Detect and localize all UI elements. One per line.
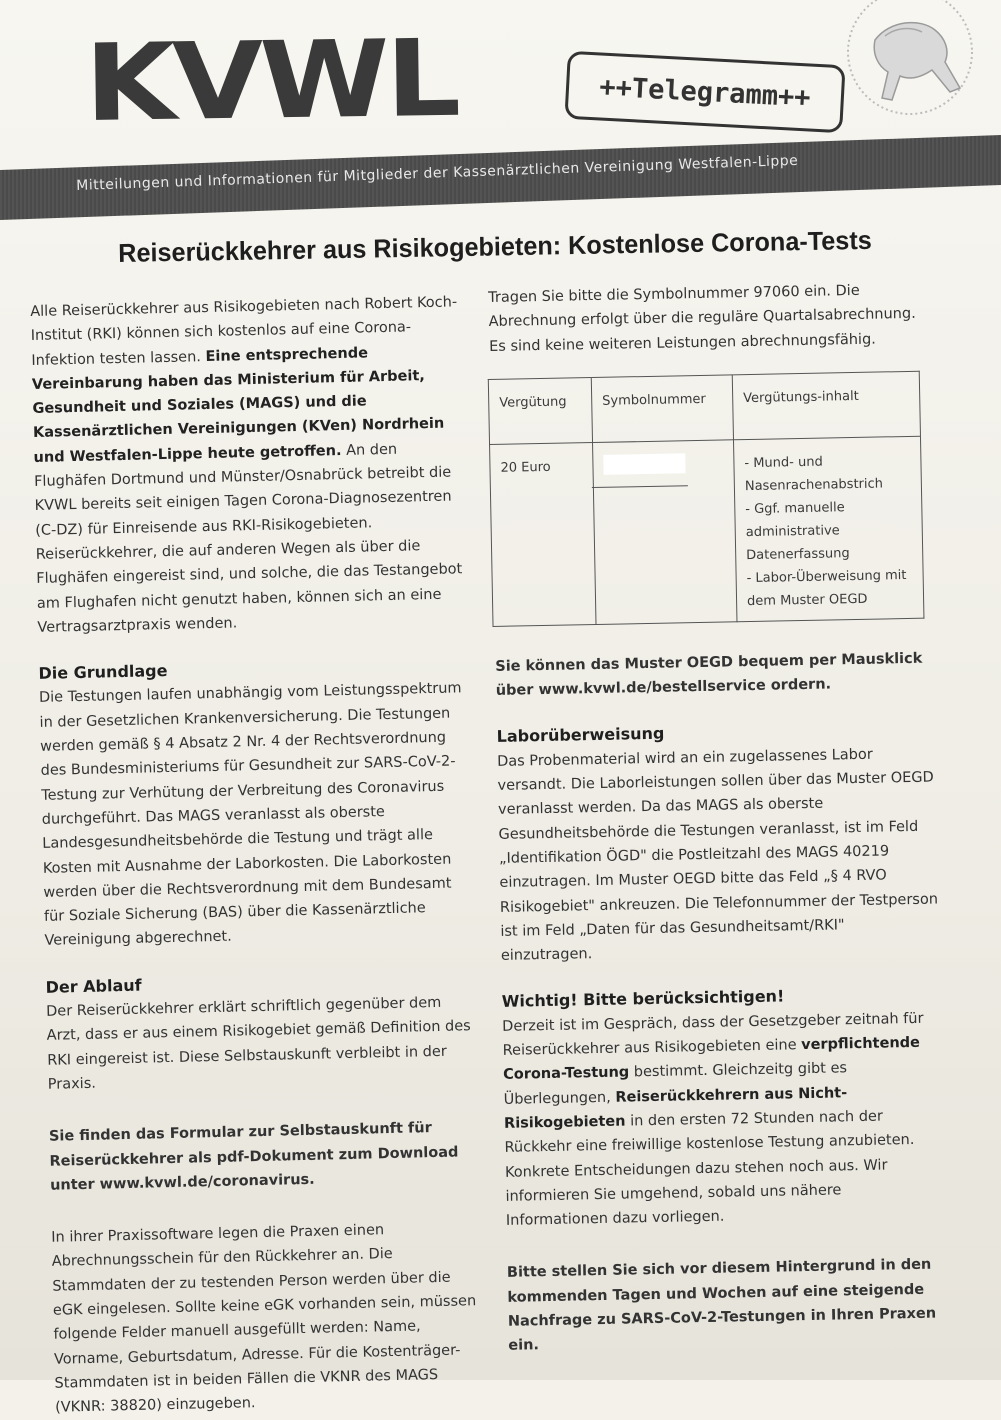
- intro-bold-text: Eine entsprechende Vereinbarung haben das Ministerium für Arbeit, Gesundheit und Soziales (MAGS) und die Kassenärztlichen Vereinigungen (KVen) Nordrhein und Westfalen-Lippe heute getroffen.: [31, 344, 445, 466]
- ablauf-text: Der Reiserückkehrer erklärt schriftlich gegenüber dem Arzt, dass er aus einem Risikogebiet gemäß Definition des RKI eingereist ist. Diese Selbstauskunft verbleibt in der Praxis.: [45, 994, 471, 1093]
- closing-text: Bitte stellen Sie sich vor diesem Hintergrund in den kommenden Tagen und Wochen auf eine steigende Nachfrage zu SARS-CoV-2-Testungen in Ihren Praxen ein.: [506, 1257, 937, 1355]
- wichtig-bold-2: Reiserückkehrern aus Nicht-Risikogebieten: [503, 1084, 848, 1132]
- grundlage-text: Die Testungen laufen unabhängig vom Leistungsspektrum in der Gesetzlichen Krankenversicherung. Die Testungen werden gemäß § 4 Absatz 2 Nr. 4 der Rechtsverordnung des Bundesministeriums für Gesundheit zur SARS-CoV-2-Testung zur Verhütung der Verbreitung des Coronavirus durchgeführt. Das MAGS veranlasst als oberste Landesgesundheitsbehörde die Testung und trägt alle Kosten mit Ausnahme der Laborkosten. Die Laborkosten werden über die Rechtsverordnung mit dem Bundesamt für Soziale Sicherung (BAS) über die Kassenärztliche Vereinigung abgerechnet.: [38, 680, 462, 950]
- inhalt-item: - Mund- und Nasenrachenabstrich: [744, 454, 884, 494]
- wichtig-text-2: bestimmt. Gleichzeitg gibt es Überlegungen,: [503, 1060, 848, 1108]
- table-header: Symbolnummer: [591, 375, 733, 443]
- wichtig-text: [502, 1006, 946, 1233]
- redacted-field: [603, 453, 685, 475]
- table-cell-verguetung: 20 Euro: [490, 442, 596, 626]
- grundlage-heading: Die Grundlage: [38, 661, 168, 684]
- wichtig-heading: Wichtig! Bitte berücksichtigen!: [501, 986, 785, 1012]
- billing-table: [488, 371, 925, 627]
- muster-order-text: Sie können das Muster OEGD bequem per Mausklick über www.kvwl.de/bestellservice ordern.: [495, 650, 923, 700]
- left-column: [30, 290, 485, 1420]
- wichtig-text-3: in den ersten 72 Stunden nach der Rückkehr eine freiwillige kostenlose Testung anzubieten. Konkrete Entscheidungen dazu stehen noch aus. Wir informieren Sie umgehend, sobald uns nähere Informationen dazu vorliegen.: [504, 1108, 915, 1229]
- intro-paragraph: [30, 290, 468, 640]
- inhalt-item: - Ggf. manuelle administrative Datenerfassung: [745, 500, 850, 563]
- banner-text: Mitteilungen und Informationen für Mitglieder der Kassenärztlichen Vereinigung Westfalen-Lippe: [76, 152, 799, 194]
- table-cell-symbolnummer: [593, 440, 737, 625]
- table-header-row: [488, 371, 920, 444]
- inhalt-item: - Labor-Überweisung mit dem Muster OEGD: [746, 567, 907, 609]
- westfalen-horse-icon: [800, 0, 1000, 150]
- page-title: Reiserückkehrer aus Risikogebieten: Kostenlose Corona-Tests: [118, 224, 872, 268]
- ablauf-heading: Der Ablauf: [45, 975, 142, 997]
- table-row: [490, 436, 924, 626]
- right-column: [488, 278, 949, 1359]
- labor-heading: Laborüberweisung: [496, 724, 665, 747]
- handwritten-line: [592, 485, 688, 488]
- intro-text-1: Alle Reiserückkehrer aus Risikogebieten nach Robert Koch-Institut (RKI) können sich kostenlos auf eine Corona-Infektion testen lassen.: [30, 294, 458, 369]
- labor-text: Das Probenmaterial wird an ein zugelassenes Labor versandt. Die Laborleistungen sollen über das Muster OEGD veranlasst werden. Da das MAGS als oberste Gesundheitsbehörde die Testungen veranlasst, ist im Feld „Identifikation ÖGD" die Postleitzahl des MAGS 40219 einzutragen. Im Muster OEGD bitte das Feld „§ 4 RVO Risikogebiet" ankreuzen. Die Telefonnummer der Testperson ist im Feld „Daten für das Gesundheitsamt/RKI" einzutragen.: [496, 746, 939, 965]
- wichtig-bold-1: verpflichtende Corona-Testung: [502, 1034, 921, 1084]
- formular-download-text: Sie finden das Formular zur Selbstauskunft für Reiserückkehrer als pdf-Dokument zum Download unter www.kvwl.de/coronavirus.: [48, 1120, 459, 1194]
- wichtig-text-1: Derzeit ist im Gespräch, dass der Gesetzgeber zeitnah für Reiserückkehrer aus Risikogebieten eine: [502, 1010, 924, 1059]
- kvwl-logo: KVWL: [83, 15, 458, 146]
- praxis-software-text: In ihrer Praxissoftware legen die Praxen einen Abrechnungsschein für den Rückkehrer an. Die Stammdaten der zu testenden Person werden über die eGK eingelesen. Sollte keine eGK vorhanden sein, müssen folgende Felder manuell ausgefüllt werden: Name, Vorname, Geburtsdatum, Adresse. Für die Kostenträger-Stammdaten ist in beiden Fällen die VKNR des MAGS (VKNR: 38820) einzugeben.: [51, 1222, 477, 1416]
- symbolnummer-text: Tragen Sie bitte die Symbolnummer 97060 ein. Die Abrechnung erfolgt über die reguläre Quartalsabrechnung. Es sind keine weiteren Leistungen abrechnungsfähig.: [488, 282, 916, 355]
- telegramm-badge: ++Telegramm++: [564, 51, 845, 133]
- intro-text-2: An den Flughäfen Dortmund und Münster/Osnabrück betreibt die KVWL bereits seit einigen Tagen Corona-Diagnosezentren (C-DZ) für Einreisende aus RKI-Risikogebieten. Reiserückkehrer, die auf anderen Wegen als über die Flughäfen eingereist sind, und solche, die das Testangebot am Flughafen nicht genutzt haben, können sich an eine Vertragsarztpraxis wenden.: [33, 441, 463, 636]
- table-header: Vergütungs-inhalt: [732, 371, 920, 440]
- table-header: Vergütung: [488, 377, 592, 444]
- table-cell-inhalt: [733, 436, 923, 622]
